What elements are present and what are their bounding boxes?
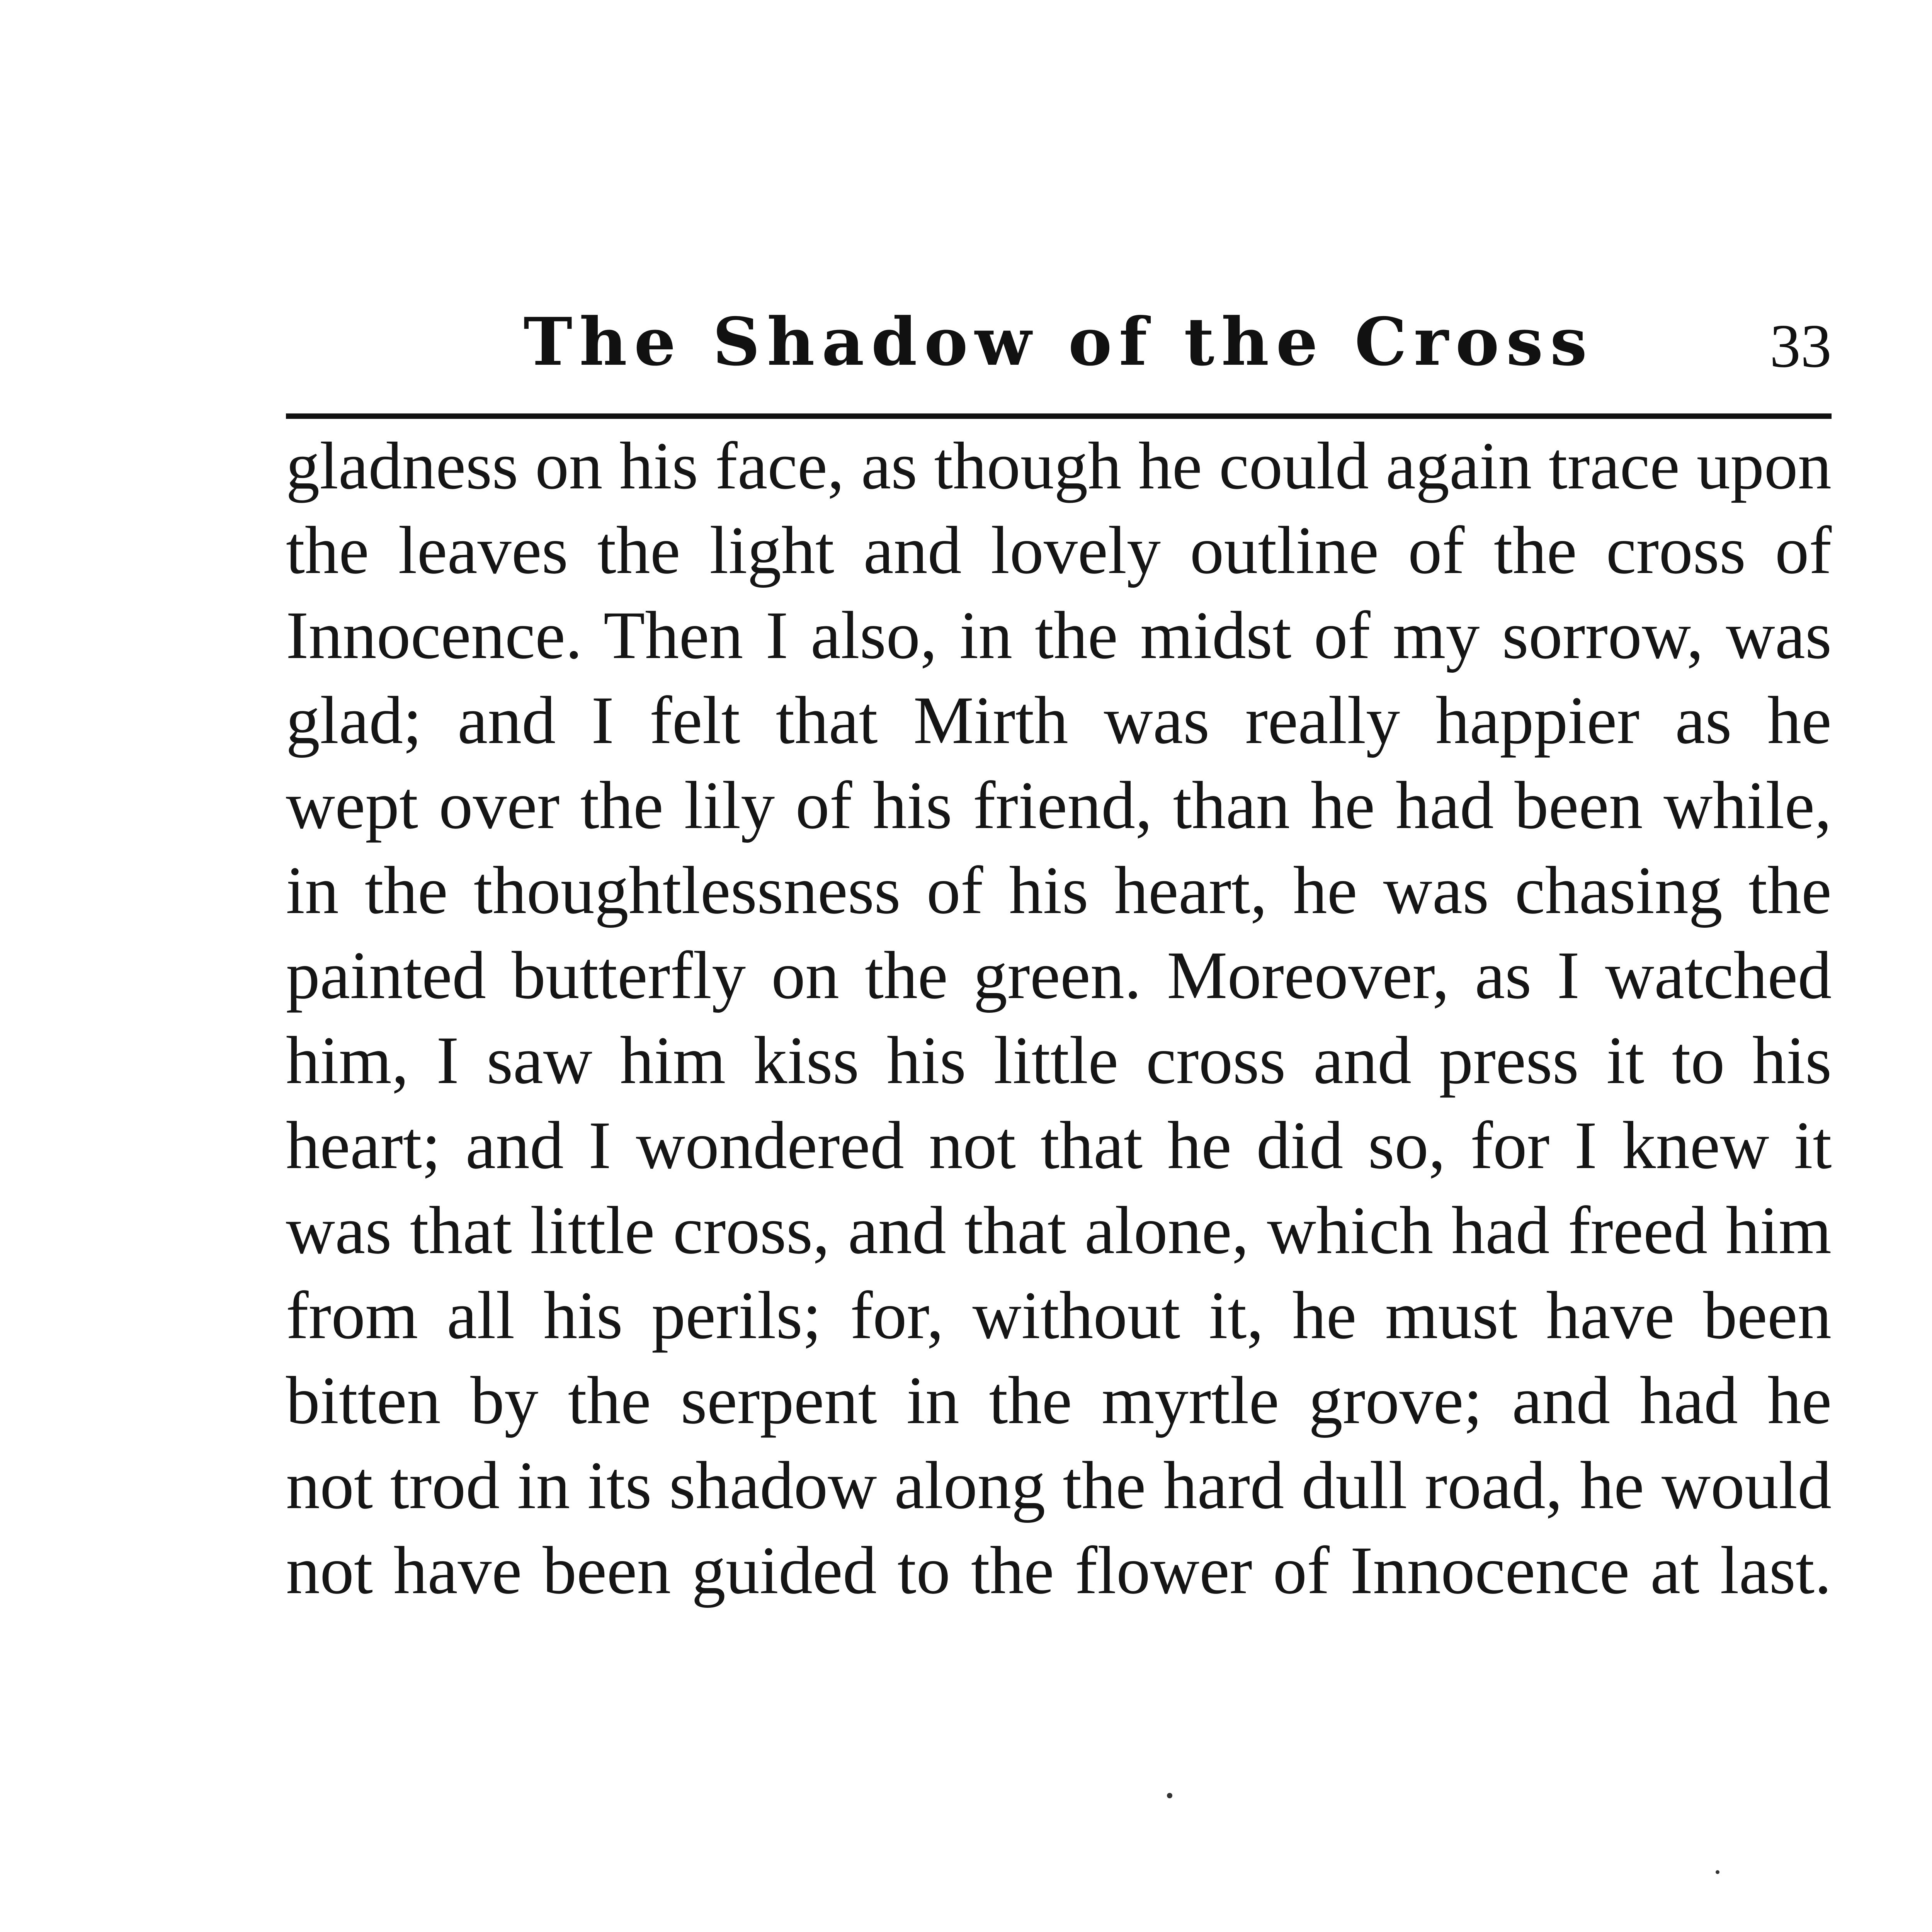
text-line: wept over the lily of his friend, than he had been while, xyxy=(286,768,1832,843)
text-line: gladness on his face, as though he could again trace upon xyxy=(286,428,1832,503)
text-line: not trod in its shadow along the hard dull road, he would xyxy=(286,1448,1832,1523)
text-line: Innocence. Then I also, in the midst of my sorrow, was xyxy=(286,598,1832,673)
page-header xyxy=(286,294,1832,381)
ink-speck xyxy=(1167,1793,1172,1798)
page-number: 33 xyxy=(1770,311,1832,380)
text-line: him, I saw him kiss his little cross and press it to his xyxy=(286,1023,1832,1098)
body-paragraph xyxy=(286,423,1832,1613)
text-line: not have been guided to the flower of Innocence at last. xyxy=(286,1533,1832,1608)
text-line: heart; and I wondered not that he did so, for I knew it xyxy=(286,1108,1832,1183)
text-line: was that little cross, and that alone, which had freed him xyxy=(286,1193,1832,1268)
text-line: from all his perils; for, without it, he must have been xyxy=(286,1278,1832,1353)
text-line: in the thoughtlessness of his heart, he was chasing the xyxy=(286,853,1832,928)
header-rule xyxy=(286,413,1832,419)
text-line: painted butterfly on the green. Moreover, as I watched xyxy=(286,938,1832,1013)
text-line: glad; and I felt that Mirth was really happier as he xyxy=(286,683,1832,758)
text-line: the leaves the light and lovely outline of the cross of xyxy=(286,513,1832,588)
ink-speck xyxy=(1716,1870,1719,1874)
text-line: bitten by the serpent in the myrtle grove; and had he xyxy=(286,1363,1832,1438)
running-title: The Shadow of the Cross xyxy=(523,303,1594,381)
